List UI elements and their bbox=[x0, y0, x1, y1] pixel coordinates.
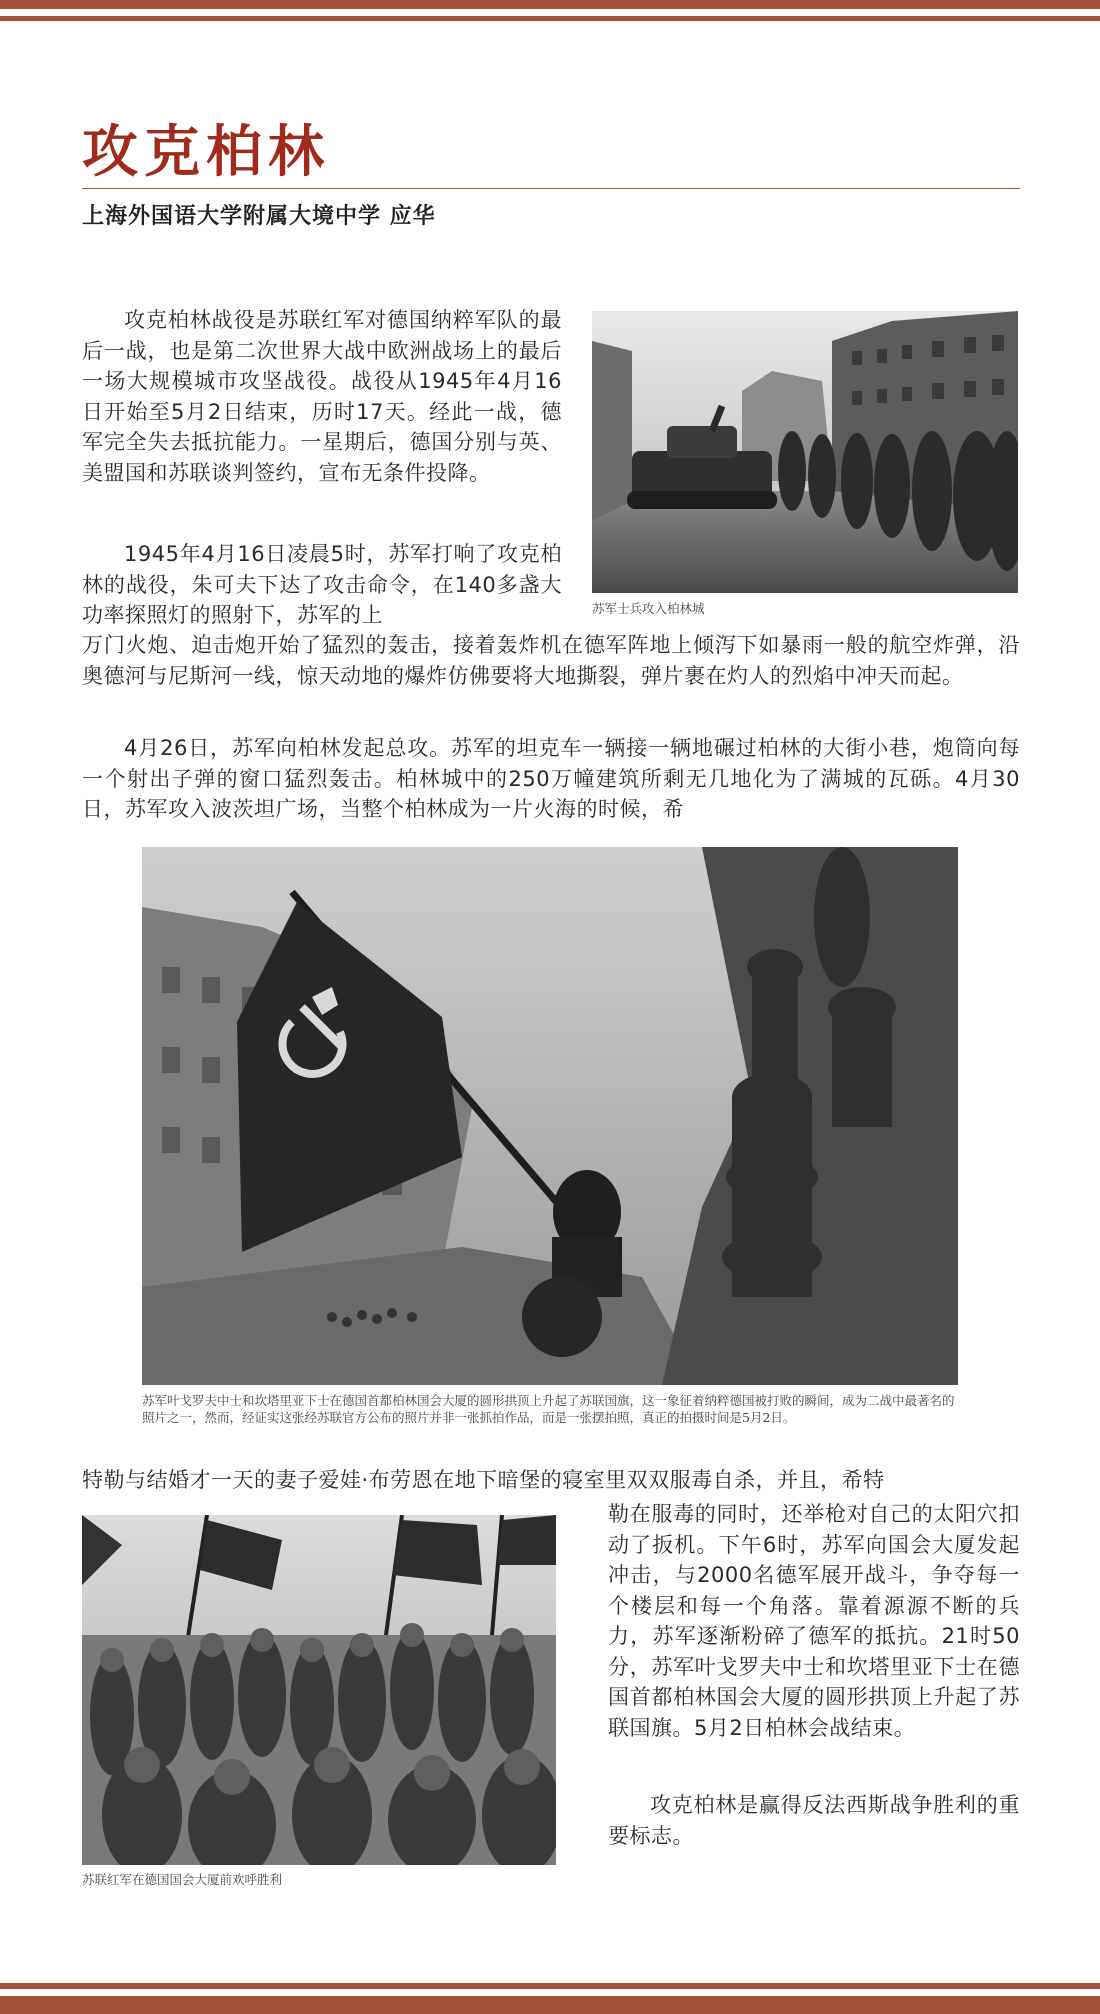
tank-photo bbox=[592, 311, 1018, 593]
author-line: 上海外国语大学附属大境中学 应华 bbox=[82, 204, 436, 229]
paragraph-2-end: 万门火炮、迫击炮开始了猛烈的轰击，接着轰炸机在德军阵地上倾泻下如暴雨一般的航空炸弹，沿奥德河与尼斯河一线，惊天动地的爆炸仿佛要将大地撕裂，弹片裹在灼人的烈焰中冲天而起。 bbox=[82, 633, 1020, 688]
top-border-line bbox=[0, 16, 1100, 21]
paragraph-4-start: 特勒与结婚才一天的妻子爱娃·布劳恩在地下暗堡的寝室里双双服毒自杀，并且，希特 bbox=[82, 1468, 885, 1492]
victory-photo-caption: 苏联红军在德国国会大厦前欢呼胜利 bbox=[82, 1872, 283, 1887]
title-divider bbox=[82, 188, 1020, 189]
paragraph-4-end: 勒在服毒的同时，还举枪对自己的太阳穴扣动了扳机。下午6时，苏军向国会大厦发起冲击，与2000名德军展开战斗，争夺每一个楼层和每一个角落。靠着源源不断的兵力，苏军逐渐粉碎了德军的抵抗。21时50分，苏军叶戈罗夫中士和坎塔里亚下士在德国首都柏林国会大厦的圆形拱顶上升起了苏联国旗。5月2日柏林会战结束。 bbox=[608, 1502, 1020, 1740]
victory-photo bbox=[82, 1515, 556, 1865]
paragraph-1: 攻克柏林战役是苏联红军对德国纳粹军队的最后一战，也是第二次世界大战中欧洲战场上的最后一场大规模城市攻坚战役。战役从1945年4月16日开始至5月2日结束，历时17天。经此一战，德军完全失去抵抗能力。一星期后，德国分别与英、美盟国和苏联谈判签约，宣布无条件投降。 bbox=[82, 308, 562, 485]
paragraph-5: 攻克柏林是赢得反法西斯战争胜利的重要标志。 bbox=[608, 1793, 1020, 1848]
paragraph-2-start: 1945年4月16日凌晨5时，苏军打响了攻克柏林的战役，朱可夫下达了攻击命令，在140多盏大功率探照灯的照射下，苏军的上 bbox=[82, 542, 562, 627]
flag-raising-photo bbox=[142, 847, 958, 1385]
flag-raising-caption: 苏军叶戈罗夫中士和坎塔里亚下士在德国首都柏林国会大厦的圆形拱顶上升起了苏联国旗，这一象征着纳粹德国被打败的瞬间，成为二战中最著名的照片之一，然而，经证实这张经苏联官方公布的照片并非一张抓拍作品，而是一张摆拍照，真正的拍摄时间是5月2日。 bbox=[142, 1393, 955, 1425]
page-title: 攻克柏林 bbox=[82, 120, 330, 185]
top-border-band bbox=[0, 0, 1100, 9]
tank-photo-caption: 苏军士兵攻入柏林城 bbox=[592, 601, 705, 616]
paragraph-3: 4月26日，苏军向柏林发起总攻。苏军的坦克车一辆接一辆地碾过柏林的大街小巷，炮筒向每一个射出子弹的窗口猛烈轰击。柏林城中的250万幢建筑所剩无几地化为了满城的瓦砾。4月30日，苏军攻入波茨坦广场，当整个柏林成为一片火海的时候，希 bbox=[82, 736, 1020, 821]
bottom-border-band bbox=[0, 1996, 1100, 2014]
bottom-border-line bbox=[0, 1983, 1100, 1989]
